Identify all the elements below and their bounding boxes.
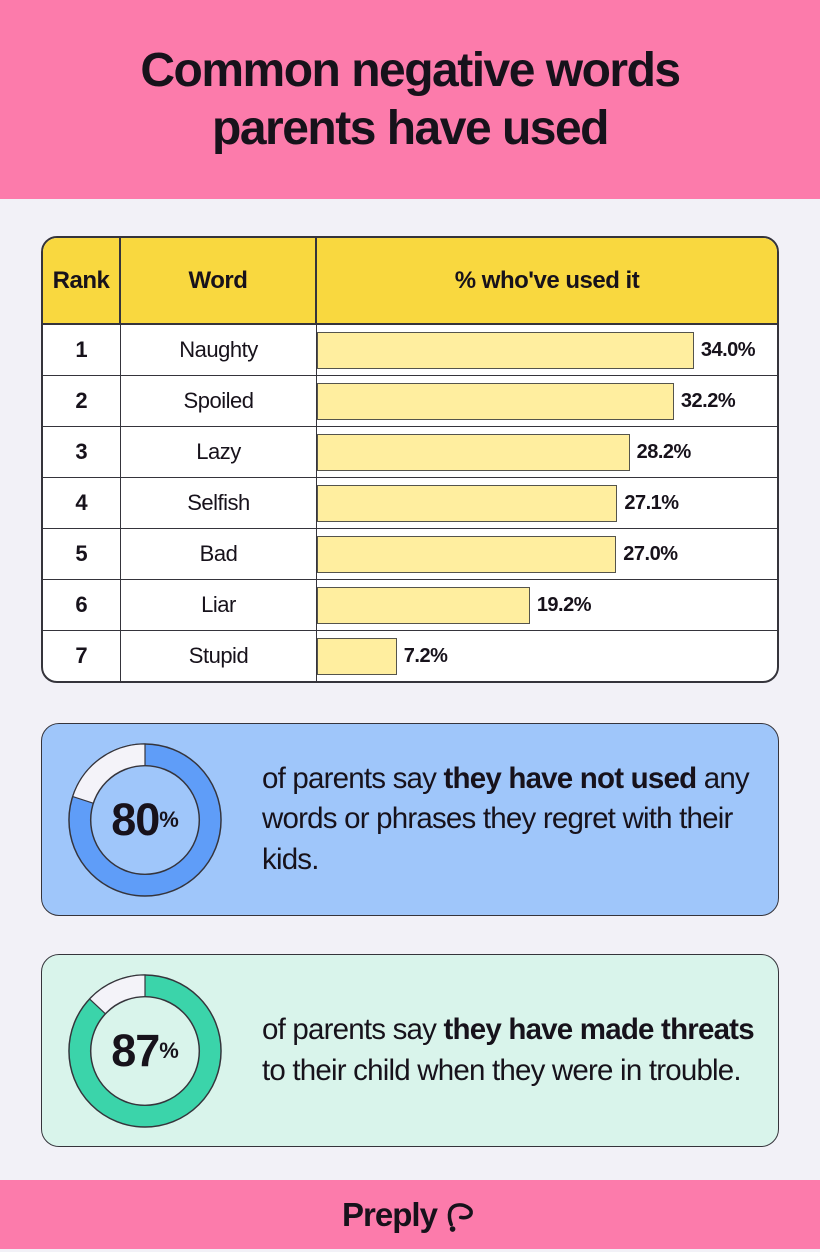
stat-text-before: of parents say [262,1013,444,1047]
table-row [43,579,777,630]
stat-text-bold: they have made threats [443,1013,754,1047]
stat-text-after: any words or phrases they regret with their kids. [262,762,749,876]
footer-banner [0,1180,820,1249]
header-word: Word [121,238,317,323]
percent-sign: % [159,1037,179,1063]
stat-text [262,759,778,879]
word-cell: Selfish [121,478,317,528]
word-cell: Lazy [121,427,317,477]
donut-chart-87 [66,972,224,1130]
bar-cell [317,376,777,426]
table-row [43,375,777,426]
donut-percent-label [66,972,224,1130]
word-cell: Liar [121,580,317,630]
stat-card-threats [41,954,779,1147]
preply-wordmark: Preply [342,1195,437,1233]
word-cell: Stupid [121,631,317,681]
table-row [43,630,777,681]
table-row [43,426,777,477]
rank-cell: 5 [43,529,121,579]
stat-text-before: of parents say [262,762,444,796]
stat-text [262,1010,778,1090]
donut-chart-80 [66,741,224,899]
rank-cell: 7 [43,631,121,681]
bar-value-label: 34.0% [700,338,756,361]
bar-value-label: 27.1% [624,491,679,514]
bar-cell [317,427,777,477]
table-row [43,325,777,375]
bar-value-label: 7.2% [403,644,448,667]
bar-fill [317,638,397,675]
table-header-row [43,238,777,325]
bar-cell [317,529,777,579]
rank-cell: 6 [43,580,121,630]
bar-fill [317,485,617,522]
bar-cell [317,325,777,375]
table-row [43,528,777,579]
stat-text-after: to their child when they were in trouble. [262,1053,741,1087]
bar-cell [317,580,777,630]
donut-value: 87 [111,1024,160,1076]
bar-fill [317,332,694,369]
bar-value-label: 27.0% [623,542,678,565]
word-cell: Spoiled [121,376,317,426]
rank-cell: 4 [43,478,121,528]
stat-text-bold: they have not used [443,762,697,796]
word-cell: Bad [121,529,317,579]
bar-fill [317,434,630,471]
percent-sign: % [159,806,179,832]
rank-cell: 2 [43,376,121,426]
bar-value-label: 28.2% [636,440,691,463]
header-percent: % who've used it [454,266,640,294]
bar-fill [317,536,616,573]
bar-cell [317,631,777,681]
rank-cell: 1 [43,325,121,375]
rank-cell: 3 [43,427,121,477]
stat-card-not-used [41,723,779,916]
page-title: Common negative words parents have used [140,43,680,155]
table-body [43,325,777,681]
bar-fill [317,383,674,420]
header-banner [0,0,820,199]
donut-percent-label [66,741,224,899]
preply-logo-icon [442,1198,478,1234]
header-rank: Rank [43,238,121,323]
bar-value-label: 19.2% [536,593,592,616]
donut-value: 80 [111,793,160,845]
table-row [43,477,777,528]
bar-fill [317,587,530,624]
bar-value-label: 32.2% [680,389,736,412]
word-cell: Naughty [121,325,317,375]
bar-cell [317,478,777,528]
ranking-table [41,236,779,683]
